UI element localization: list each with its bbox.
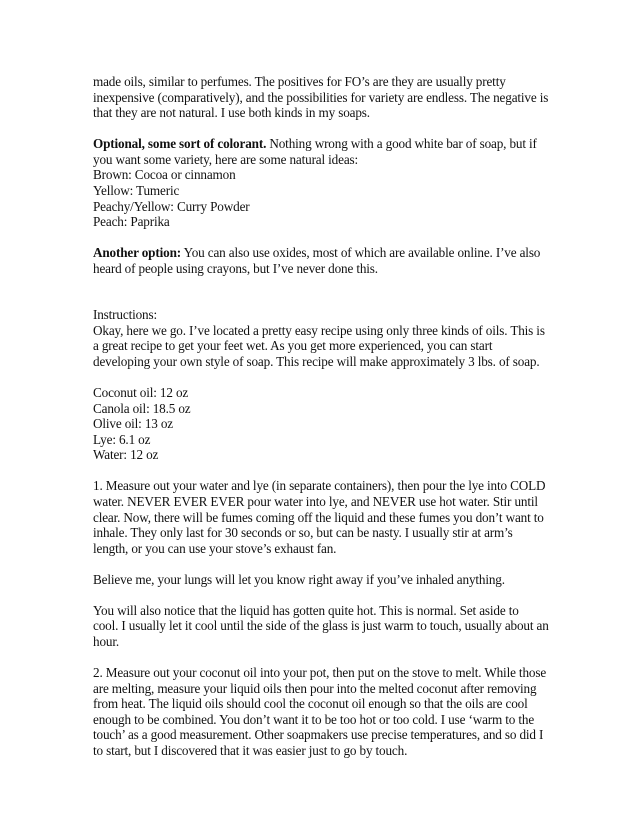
recipe-item: Coconut oil: 12 oz	[93, 385, 189, 401]
colorant-paragraph	[93, 136, 553, 230]
text-line: touch’ as a good measurement. Other soapmakers use precise temperatures, and so did I	[93, 727, 544, 743]
colorant-item: Peachy/Yellow: Curry Powder	[93, 198, 250, 214]
text-line	[93, 245, 553, 261]
recipe-item: Lye: 6.1 oz	[93, 431, 151, 447]
text-line: to start, but I discovered that it was easier just to go by touch.	[93, 742, 408, 758]
text-line: that they are not natural. I use both kinds in my soaps.	[93, 105, 370, 121]
text-line: enough to be combined. You don’t want it to be too hot or too cold. I use ‘warm to the	[93, 711, 535, 727]
spacer	[93, 292, 553, 308]
text-line: heard of people using crayons, but I’ve never done this.	[93, 260, 378, 276]
text-line: you want some variety, here are some natural ideas:	[93, 151, 359, 167]
document-page	[93, 74, 553, 774]
text-line: from heat. The liquid oils should cool the coconut oil enough so that the oils are cool	[93, 696, 528, 712]
recipe-list	[93, 385, 553, 463]
step2-paragraph	[93, 665, 553, 759]
text-line: length, or you can use your stove’s exhaust fan.	[93, 540, 337, 556]
oxides-paragraph	[93, 245, 553, 276]
text-line	[93, 136, 553, 152]
lungs-paragraph	[93, 572, 553, 588]
text-line: 2. Measure out your coconut oil into your pot, then put on the stove to melt. While those	[93, 664, 547, 680]
instructions-heading: Instructions:	[93, 307, 157, 323]
oxides-heading: Another option:	[93, 245, 181, 261]
instructions-paragraph	[93, 307, 553, 369]
recipe-item: Canola oil: 18.5 oz	[93, 400, 191, 416]
text-line: water. NEVER EVER EVER pour water into lye, and NEVER use hot water. Stir until	[93, 494, 538, 510]
text-line: 1. Measure out your water and lye (in separate containers), then pour the lye into COLD	[93, 478, 546, 494]
text-line: developing your own style of soap. This recipe will make approximately 3 lbs. of soap.	[93, 354, 540, 370]
text-line: made oils, similar to perfumes. The positives for FO’s are they are usually pretty	[93, 74, 506, 89]
step1-paragraph	[93, 478, 553, 556]
intro-paragraph	[93, 74, 553, 121]
colorant-item: Peach: Paprika	[93, 214, 170, 230]
text-line: cool. I usually let it cool until the side of the glass is just warm to touch, usually about an	[93, 618, 549, 634]
hot-paragraph	[93, 603, 553, 650]
text-line: a great recipe to get your feet wet. As you get more experienced, you can start	[93, 338, 493, 354]
colorant-item: Yellow: Tumeric	[93, 182, 180, 198]
text-line: inexpensive (comparatively), and the possibilities for variety are endless. The negative is	[93, 89, 549, 105]
text-line: hour.	[93, 633, 119, 649]
text-run: Nothing wrong with a good white bar of soap, but if	[266, 136, 537, 152]
text-line: are melting, measure your liquid oils then pour into the melted coconut after removing	[93, 680, 537, 696]
recipe-item: Olive oil: 13 oz	[93, 416, 174, 432]
colorant-item: Brown: Cocoa or cinnamon	[93, 167, 236, 183]
text-line: You will also notice that the liquid has gotten quite hot. This is normal. Set aside to	[93, 602, 519, 618]
text-line: Okay, here we go. I’ve located a pretty easy recipe using only three kinds of oils. This is	[93, 322, 545, 338]
recipe-item: Water: 12 oz	[93, 447, 159, 463]
colorant-heading: Optional, some sort of colorant.	[93, 136, 267, 152]
text-line: clear. Now, there will be fumes coming off the liquid and these fumes you don’t want to	[93, 509, 544, 525]
text-line: inhale. They only last for 30 seconds or so, but can be nasty. I usually stir at arm’s	[93, 525, 513, 541]
text-run: You can also use oxides, most of which are available online. I’ve also	[181, 245, 541, 261]
text-line: Believe me, your lungs will let you know right away if you’ve inhaled anything.	[93, 571, 505, 587]
